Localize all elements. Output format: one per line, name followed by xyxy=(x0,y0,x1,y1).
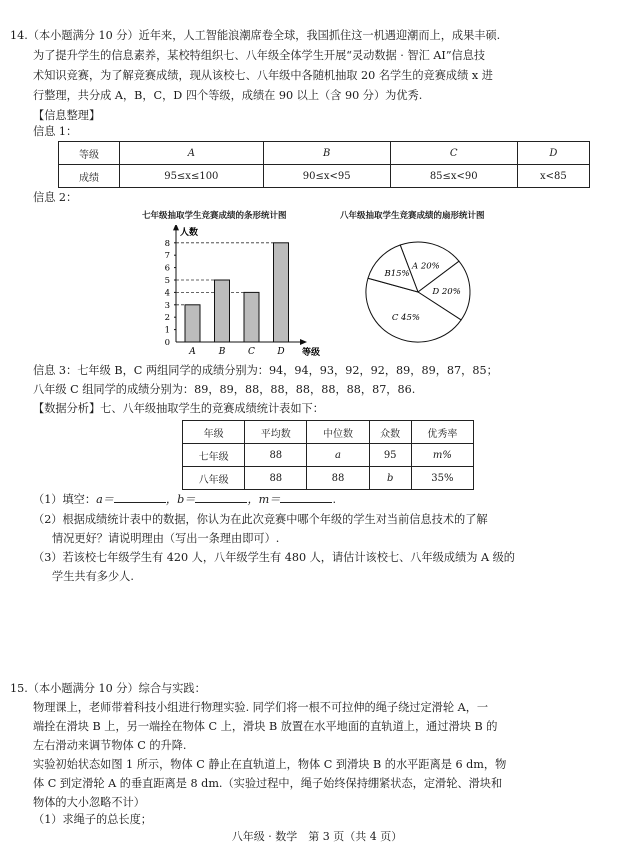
q15-p5: 体 C 到定滑轮 A 的垂直距离是 8 dm.（实验过程中，绳子始终保持绷紧状态，定滑轮、滑块和 xyxy=(33,777,503,790)
pie-label: A 20% xyxy=(412,261,440,272)
fill-label-a: a＝ xyxy=(96,493,114,506)
table-row xyxy=(183,421,474,444)
y-tick-label: 0 xyxy=(164,338,170,348)
bar-B xyxy=(215,280,230,342)
table-cell: m% xyxy=(411,444,473,467)
bar-D xyxy=(274,243,289,342)
table-cell: 88 xyxy=(307,467,369,490)
table-row xyxy=(59,165,590,188)
y-tick-label: 3 xyxy=(164,300,170,311)
pie-chart-title: 八年级抽取学生竞赛成绩的扇形统计图 xyxy=(340,211,485,221)
q15-p3: 左右滑动来调节物体 C 的升降. xyxy=(33,739,187,752)
q15-part1: （1）求绳子的总长度； xyxy=(33,813,152,826)
fill-label-m: ，m＝ xyxy=(247,493,281,506)
table-cell: x<85 xyxy=(517,165,589,188)
y-tick-label: 2 xyxy=(164,313,170,324)
q15-p2: 端拴在滑块 B 上，另一端拴在物体 C 上，滑块 B 放置在水平地面的直轨道上，通过滑块 B 的 xyxy=(33,720,498,733)
q14-part2-line2: 情况更好？请说明理由（写出一条理由即可）. xyxy=(52,532,280,545)
fill-blank-m[interactable] xyxy=(280,490,332,503)
y-tick-label: 6 xyxy=(164,263,170,274)
table-cell: D xyxy=(517,142,589,165)
table-cell: 八年级 xyxy=(183,467,245,490)
analysis-heading: 【数据分析】七、八年级抽取学生的竞赛成绩统计表如下： xyxy=(33,402,324,415)
x-tick-label: B xyxy=(218,347,226,357)
fill-blank-b[interactable] xyxy=(195,490,247,503)
q14-part1 xyxy=(33,490,336,509)
info3-line1: 信息 3：七年级 B，C 两组同学的成绩分别为：94，94，93，92，92，89，89，87，85； xyxy=(33,364,498,377)
table-row xyxy=(183,444,474,467)
q14-part1-prefix: （1）填空： xyxy=(33,493,97,506)
q14-line2: 为了提升学生的信息素养，某校特组织七、八年级全体学生开展“灵动数据 · 智汇 AI”信息技 xyxy=(33,49,486,62)
pie-chart xyxy=(360,238,480,348)
x-tick-label: A xyxy=(189,347,196,357)
q15-header: 15.（本小题满分 10 分）综合与实践： xyxy=(10,682,206,695)
pie-label: D 20% xyxy=(432,287,461,298)
bar-C xyxy=(244,292,259,342)
table-cell: 88 xyxy=(245,467,307,490)
q14-line4: 行整理，共分成 A，B，C，D 四个等级，成绩在 90 以上（含 90 分）为优秀. xyxy=(33,89,423,102)
pie-label: C 45% xyxy=(391,312,420,323)
y-tick-label: 1 xyxy=(164,325,170,336)
bar-A xyxy=(185,305,200,342)
table-cell: 成绩 xyxy=(59,165,120,188)
y-axis-arrow xyxy=(173,225,179,230)
x-axis-arrow xyxy=(300,339,307,345)
table-cell: a xyxy=(307,444,369,467)
q15-p6: 物体的大小忽略不计） xyxy=(33,796,145,809)
table-header-cell: 众数 xyxy=(369,421,411,444)
bar-chart-title: 七年级抽取学生竞赛成绩的条形统计图 xyxy=(142,211,287,221)
table-cell: 85≤x<90 xyxy=(390,165,517,188)
table-cell: 35% xyxy=(411,467,473,490)
q14-part3-line2: 学生共有多少人. xyxy=(52,570,134,583)
q15-p1: 物理课上，老师带着科技小组进行物理实验. 同学们将一根不可拉伸的绳子绕过定滑轮 A，一 xyxy=(33,701,489,714)
q14-part3-line1: （3）若该校七年级学生有 420 人，八年级学生有 480 人，请估计该校七、八年级成绩为 A 级的 xyxy=(33,551,515,564)
fill-end: . xyxy=(332,493,337,506)
y-tick-label: 8 xyxy=(164,238,170,249)
q14-header: 14.（本小题满分 10 分）近年来，人工智能浪潮席卷全球，我国抓住这一机遇迎潮而上，成果丰硕. xyxy=(10,29,501,42)
stats-table xyxy=(182,420,474,490)
table-cell: C xyxy=(390,142,517,165)
grade-range-table xyxy=(58,141,590,188)
info-heading: 【信息整理】 xyxy=(33,109,101,122)
x-tick-label: D xyxy=(277,347,285,357)
page-footer: 八年级 · 数学 第 3 页（共 4 页） xyxy=(231,830,403,843)
info3-line2: 八年级 C 组同学的成绩分别为：89，89，88，88，88，88，88，87，86. xyxy=(33,383,416,396)
q15-p4: 实验初始状态如图 1 所示，物体 C 静止在直轨道上，物体 C 到滑块 B 的水平距离是 6 dm，物 xyxy=(33,758,507,771)
y-tick-label: 4 xyxy=(164,288,170,299)
pie-label: B15% xyxy=(384,269,410,280)
x-tick-label: C xyxy=(248,347,255,357)
table-row xyxy=(59,142,590,165)
table-header-cell: 优秀率 xyxy=(411,421,473,444)
table-cell: 七年级 xyxy=(183,444,245,467)
q14-part2-line1: （2）根据成绩统计表中的数据，你认为在此次竞赛中哪个年级的学生对当前信息技术的了解 xyxy=(33,513,488,526)
y-axis-title: 人数 xyxy=(180,228,199,238)
q14-line3: 术知识竞赛，为了解竞赛成绩，现从该校七、八年级中各随机抽取 20 名学生的竞赛成绩 x 进 xyxy=(33,69,493,82)
table-cell: 等级 xyxy=(59,142,120,165)
y-tick-label: 7 xyxy=(164,251,170,262)
x-axis-title: 等级 xyxy=(302,348,321,358)
table-row xyxy=(183,467,474,490)
fill-blank-a[interactable] xyxy=(114,490,166,503)
table-header-cell: 平均数 xyxy=(245,421,307,444)
table-cell: B xyxy=(263,142,390,165)
table-cell: 90≤x<95 xyxy=(263,165,390,188)
table-header-cell: 年级 xyxy=(183,421,245,444)
table-cell: 88 xyxy=(245,444,307,467)
bar-chart xyxy=(150,225,330,360)
table-cell: 95≤x≤100 xyxy=(120,165,264,188)
info1-label: 信息 1： xyxy=(33,125,78,138)
table-cell: 95 xyxy=(369,444,411,467)
table-header-cell: 中位数 xyxy=(307,421,369,444)
table-cell: A xyxy=(120,142,264,165)
y-tick-label: 5 xyxy=(164,276,170,286)
fill-label-b: ，b＝ xyxy=(165,493,196,506)
table-cell: b xyxy=(369,467,411,490)
info2-label: 信息 2： xyxy=(33,191,78,204)
